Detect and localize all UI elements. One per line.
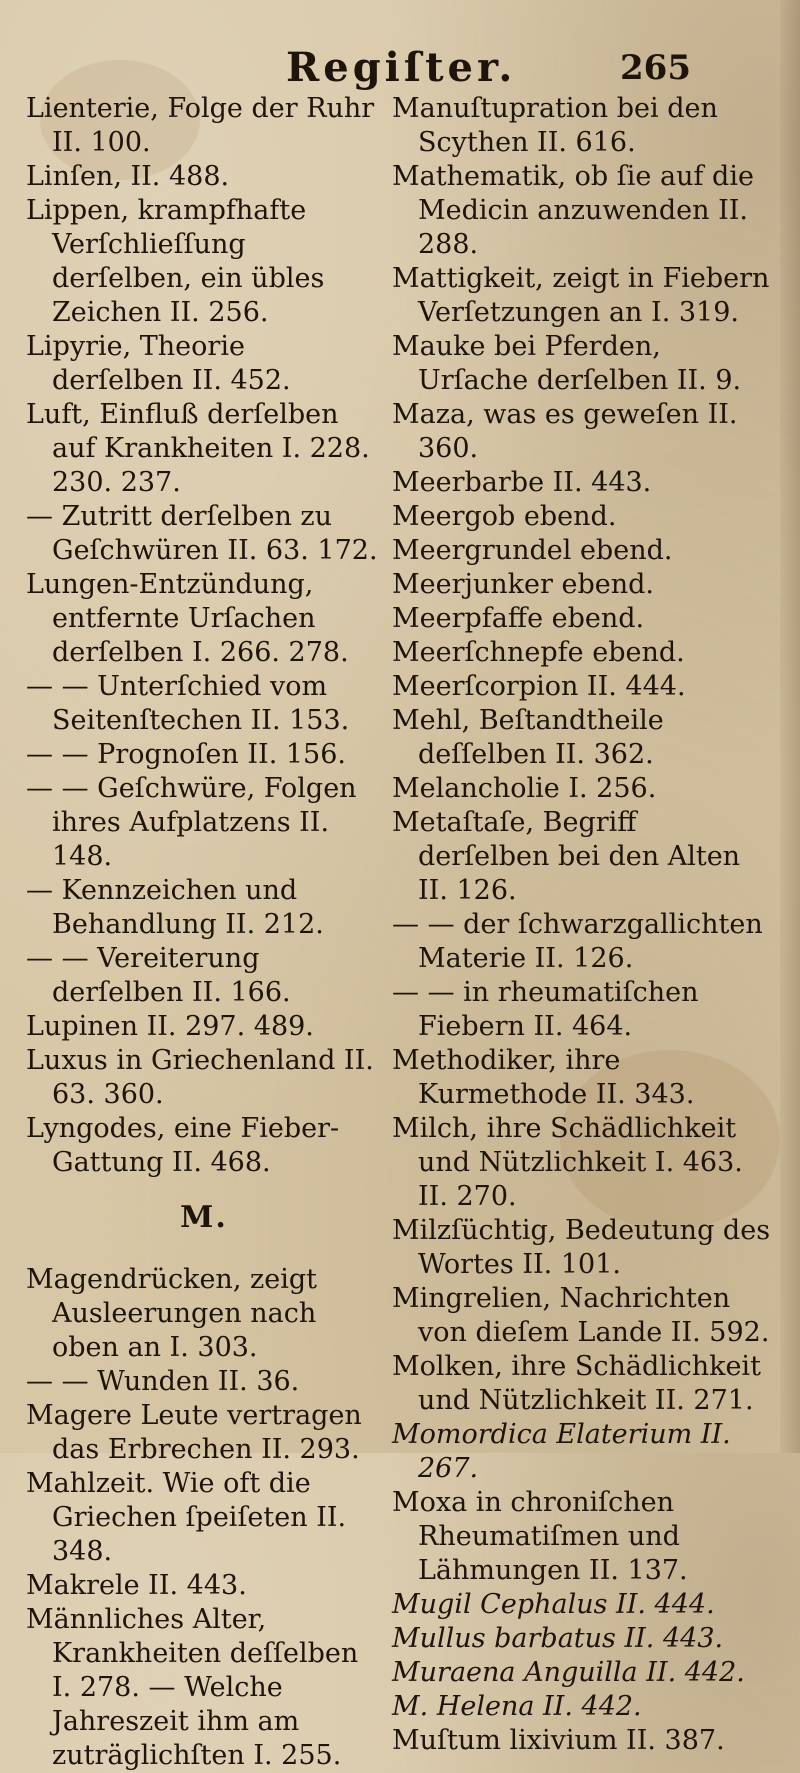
index-entry: Mathematik, ob ſie auf die Medicin anzuwenden II. 288.	[392, 161, 754, 260]
index-entry: Lippen, krampfhafte Verſchlieſſung derſelben, ein übles Zeichen II. 256.	[26, 195, 325, 328]
index-entry: Meergob ebend.	[392, 501, 617, 532]
index-entry: Mauke bei Pferden, Urſache derſelben II. 9.	[392, 331, 742, 396]
right-column	[392, 92, 772, 1758]
index-entry: Manuſtupration bei den Scythen II. 616.	[392, 93, 718, 158]
index-entry: Milzſüchtig, Bedeutung des Wortes II. 101.	[392, 1215, 771, 1280]
index-entry: M. Helena II. 442.	[392, 1691, 642, 1722]
index-entry: Milch, ihre Schädlichkeit und Nützlichkeit I. 463. II. 270.	[392, 1113, 743, 1212]
index-entry: Männliches Alter, Krankheiten deſſelben I. 278. — Welche Jahreszeit ihm am zuträglichſten I. 255.	[26, 1604, 359, 1771]
index-entry: Lungen-Entzündung, entfernte Urſachen derſelben I. 266. 278.	[26, 569, 349, 668]
page-title: Regiſter.	[286, 44, 517, 91]
index-entry: Mingrelien, Nachrichten von dieſem Lande II. 592.	[392, 1283, 770, 1348]
index-entry: Luxus in Griechenland II. 63. 360.	[26, 1045, 374, 1110]
index-entry: Luft, Einfluß derſelben auf Krankheiten I. 228. 230. 237.	[26, 399, 370, 498]
index-entry: Meerſcorpion II. 444.	[392, 671, 686, 702]
index-entry: Meerpfaffe ebend.	[392, 603, 645, 634]
index-entry: Mahlzeit. Wie oft die Griechen ſpeiſeten II. 348.	[26, 1468, 347, 1567]
index-entry: — — Wunden II. 36.	[26, 1366, 300, 1397]
index-entry: Momordica Elaterium II. 267.	[392, 1419, 731, 1484]
section-heading-m: M.	[180, 1200, 228, 1235]
index-entry: Meerbarbe II. 443.	[392, 467, 652, 498]
index-entry: — — der ſchwarzgallichten Materie II. 126.	[392, 909, 763, 974]
index-entry: Magendrücken, zeigt Ausleerungen nach oben an I. 303.	[26, 1264, 317, 1363]
page-fold-shadow	[780, 0, 800, 1453]
page-number: 265	[620, 48, 691, 88]
index-entry: Mugil Cephalus II. 444.	[392, 1589, 715, 1620]
index-entry: Melancholie I. 256.	[392, 773, 657, 804]
index-entry: — — Unterſchied vom Seitenſtechen II. 153.	[26, 671, 350, 736]
index-entry: Moxa in chroniſchen Rheumatiſmen und Lähmungen II. 137.	[392, 1487, 688, 1586]
index-entry: Lupinen II. 297. 489.	[26, 1011, 314, 1042]
index-entry: Makrele II. 443.	[26, 1570, 247, 1601]
index-entry: Muſtum lixivium II. 387.	[392, 1725, 725, 1756]
page-header	[0, 30, 800, 90]
index-entry: Magere Leute vertragen das Erbrechen II. 293.	[26, 1400, 362, 1465]
index-entry: — — Vereiterung derſelben II. 166.	[26, 943, 291, 1008]
index-entry: Linſen, II. 488.	[26, 161, 230, 192]
index-entry: Lipyrie, Theorie derſelben II. 452.	[26, 331, 291, 396]
index-entry: Muraena Anguilla II. 442.	[392, 1657, 745, 1688]
index-entry: Meerjunker ebend.	[392, 569, 654, 600]
index-entry: Molken, ihre Schädlichkeit und Nützlichkeit II. 271.	[392, 1351, 761, 1416]
index-entry: Meerſchnepfe ebend.	[392, 637, 685, 668]
index-entry: Metaſtaſe, Begriff derſelben bei den Alten II. 126.	[392, 807, 741, 906]
index-entry: Lienterie, Folge der Ruhr II. 100.	[26, 93, 375, 158]
index-entry: Mattigkeit, zeigt in Fiebern Verſetzungen an I. 319.	[392, 263, 770, 328]
index-entry: Meergrundel ebend.	[392, 535, 673, 566]
index-entry: Mehl, Beſtandtheile deſſelben II. 362.	[392, 705, 664, 770]
index-entry: Methodiker, ihre Kurmethode II. 343.	[392, 1045, 695, 1110]
index-entry: — Kennzeichen und Behandlung II. 212.	[26, 875, 324, 940]
left-column	[26, 92, 382, 1773]
index-entry: Maza, was es geweſen II. 360.	[392, 399, 738, 464]
index-entry: — — in rheumatiſchen Fiebern II. 464.	[392, 977, 699, 1042]
index-entry: — Zutritt derſelben zu Geſchwüren II. 63. 172.	[26, 501, 378, 566]
index-entry: — — Geſchwüre, Folgen ihres Aufplatzens II. 148.	[26, 773, 357, 872]
index-entry: Lyngodes, eine Fieber-Gattung II. 468.	[26, 1113, 340, 1178]
index-entry: Mullus barbatus II. 443.	[392, 1623, 724, 1654]
index-entry: — — Prognoſen II. 156.	[26, 739, 346, 770]
